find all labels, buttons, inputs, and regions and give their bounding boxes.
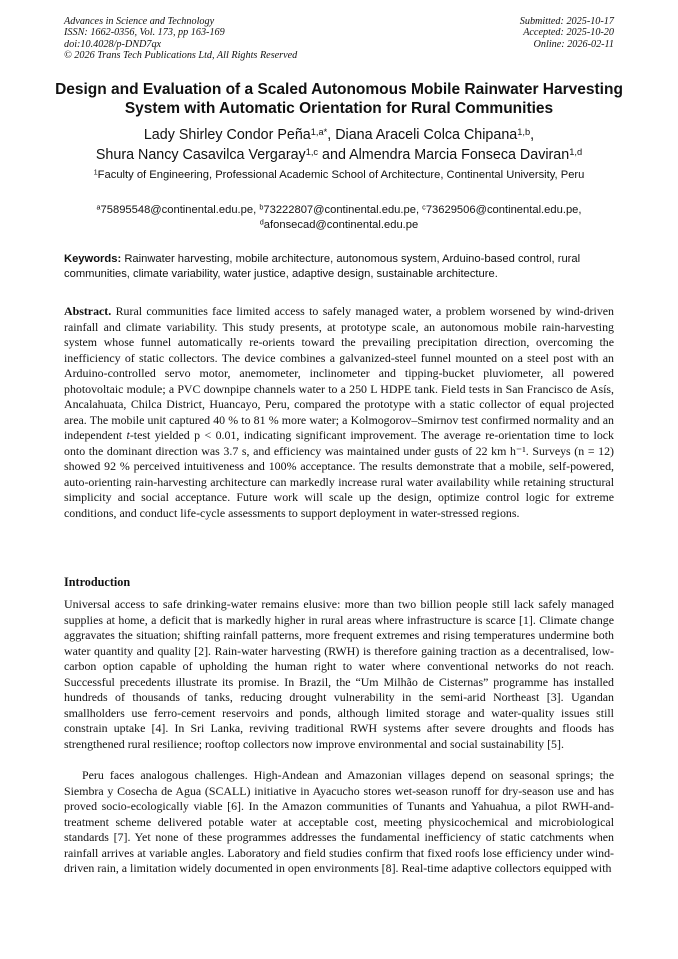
affiliation-text: Faculty of Engineering, Professional Academic School of Architecture, Continental University, Peru: [97, 169, 585, 181]
author-name: Lady Shirley Condor Peña: [143, 127, 311, 143]
intro-paragraph-2: Peru faces analogous challenges. High-Andean and Amazonian villages depend on seasonal springs; the Siembra y Cosecha de Agua (SCALL) initiative in Ayacucho stores wet-season runoff for dry-season use and has proved socio-ecologically viable [6]. In the Amazon communities of Tunants and Yahuahua, a pilot RWH-and-treatment scheme delivered potable water at acceptable cost, meeting physicochemical and microbiological standards [7]. Yet none of these programmes addresses the fundamental inefficiency of static catchments when rainfall arrives at variable angles. Laboratory and field studies confirm that fixed roofs lose efficiency under wind-driven rain, a limitation widely documented in open environments [8]. Real-time adaptive collectors equipped with: [64, 768, 614, 875]
intro-paragraph-1: Universal access to safe drinking-water remains elusive: more than two billion people still lack safely managed supplies at home, a deficit that is markedly higher in rural areas where infrastructure is scarce [1]. Climate change aggravates the situation; shifting rainfall patterns, more frequent extremes and rising temperatures undermine both water quantity and quality [2]. Rain-water harvesting (RWH) is therefore gaining traction as a decentralised, low-carbon option capable of upholding the human right to water where conventional networks do not reach. Successful precedents illustrate its promise. In Brazil, the “Um Milhão de Cisternas” programme has installed hundreds of thousands of tanks, reducing drought vulnerability in the semi-arid Northeast [3]. Ugandan smallholders use ferro-cement reservoirs and ponds, although limited storage and water-quality issues still constrain uptake [4]. In Sri Lanka, reviving traditional RWH systems after severe droughts and floods has strengthened rural resilience; rooftop collectors now improve environmental and social sustainability [5].: [64, 597, 614, 751]
email-address[interactable]: 73222807@continental.edu.pe: [263, 204, 416, 216]
accepted-date: Accepted: 2025-10-20: [523, 27, 614, 39]
issn-line: ISSN: 1662-0356, Vol. 173, pp 163-169: [64, 27, 225, 39]
author-name: Shura Nancy Casavilca Vergaray: [95, 147, 306, 163]
author-sep: ,: [327, 127, 336, 143]
affiliation: [64, 168, 614, 183]
author-name: Almendra Marcia Fonseca Daviran: [349, 147, 570, 163]
abstract-text: -test yielded p < 0.01, indicating significant improvement. The average re-orientation time to lock onto the dominant direction was 3.7 s, and efficiency was maintained under gusts of 22 km h⁻¹. Surveys (n = 12) showed 92 % perceived intuitiveness and 100% acceptance. The results demonstrate that a mobile, self-powered, auto-orienting rain-harvesting architecture can markedly increase rural water availability while retaining structural simplicity and social acceptance. Future work will scale up the design, optimize control logic for extreme conditions, and conduct life-cycle assessments to support deployment in water-stressed regions.: [64, 428, 614, 520]
email-sep: ,: [415, 204, 423, 216]
email-sup: a: [96, 202, 101, 212]
email-address[interactable]: afonsecad@continental.edu.pe: [263, 219, 419, 231]
abstract-text: Rural communities face limited access to safely managed water, a problem worsened by wind-driven rainfall and climate variability. This study presents, at prototype scale, an autonomous mobile rain-harvesting system whose funnel automatically re-orients toward the prevailing precipitation direction, overcoming the inefficiency of static collectors. The device combines a galvanized-steel funnel mounted on a steel post with an Arduino-controlled servo motor, anemometer, inclinometer and tipping-bucket pluviometer, all powered photovoltaic module; a PVC downpipe channels water to a 250 L HDPE tank. Field tests in San Francisco de Asís, Ancalahuata, Chilca District, Huancayo, Peru, compared the prototype with a static collector of equal projected area. The mobile unit captured 40 % to 81 % more water; a Kolmogorov–Smirnov test confirmed normality and an independent: [64, 304, 614, 442]
author-sep: ,: [530, 127, 535, 143]
email-sup: c: [422, 202, 426, 212]
section-heading: Introduction: [64, 575, 131, 589]
author-sup: 1,a*: [310, 126, 328, 137]
dates-header: [520, 16, 614, 50]
email-list: [56, 203, 622, 233]
email-address[interactable]: 75895548@continental.edu.pe: [100, 204, 254, 216]
keywords-block: [64, 252, 614, 282]
keywords-text: Rainwater harvesting, mobile architecture, autonomous system, Arduino-based control, rural communities, climate variability, water justice, adaptive design, sustainable architecture.: [64, 253, 581, 280]
submitted-date: Submitted: 2025-10-17: [519, 16, 614, 27]
paper-title: Design and Evaluation of a Scaled Autonomous Mobile Rainwater Harvesting System with Automatic Orientation for Rural Communities: [55, 81, 623, 117]
author-sup: 1,c: [305, 146, 319, 157]
email-address[interactable]: 73629506@continental.edu.pe: [425, 204, 579, 216]
email-sup: b: [259, 202, 264, 212]
doi-line[interactable]: doi:10.4028/p-DND7qx: [64, 38, 162, 50]
author-sup: 1,b: [517, 126, 531, 137]
abstract-block: [64, 304, 614, 521]
author-sep: and: [318, 147, 350, 163]
abstract-italic: t: [126, 428, 130, 442]
email-sep: ,: [578, 204, 582, 216]
abstract-label: Abstract.: [64, 304, 112, 318]
author-list: [40, 125, 638, 165]
email-sup: d: [259, 217, 264, 227]
author-sup: 1,d: [569, 146, 583, 157]
email-sep: ,: [253, 204, 260, 216]
affiliation-sup: 1: [93, 167, 98, 177]
keywords-label: Keywords:: [64, 253, 122, 265]
journal-header: [64, 16, 297, 62]
copyright-line: © 2026 Trans Tech Publications Ltd, All Rights Reserved: [64, 50, 298, 62]
author-name: Diana Araceli Colca Chipana: [335, 127, 518, 143]
online-date: Online: 2026-02-11: [533, 38, 614, 50]
journal-name: Advances in Science and Technology: [64, 16, 215, 27]
